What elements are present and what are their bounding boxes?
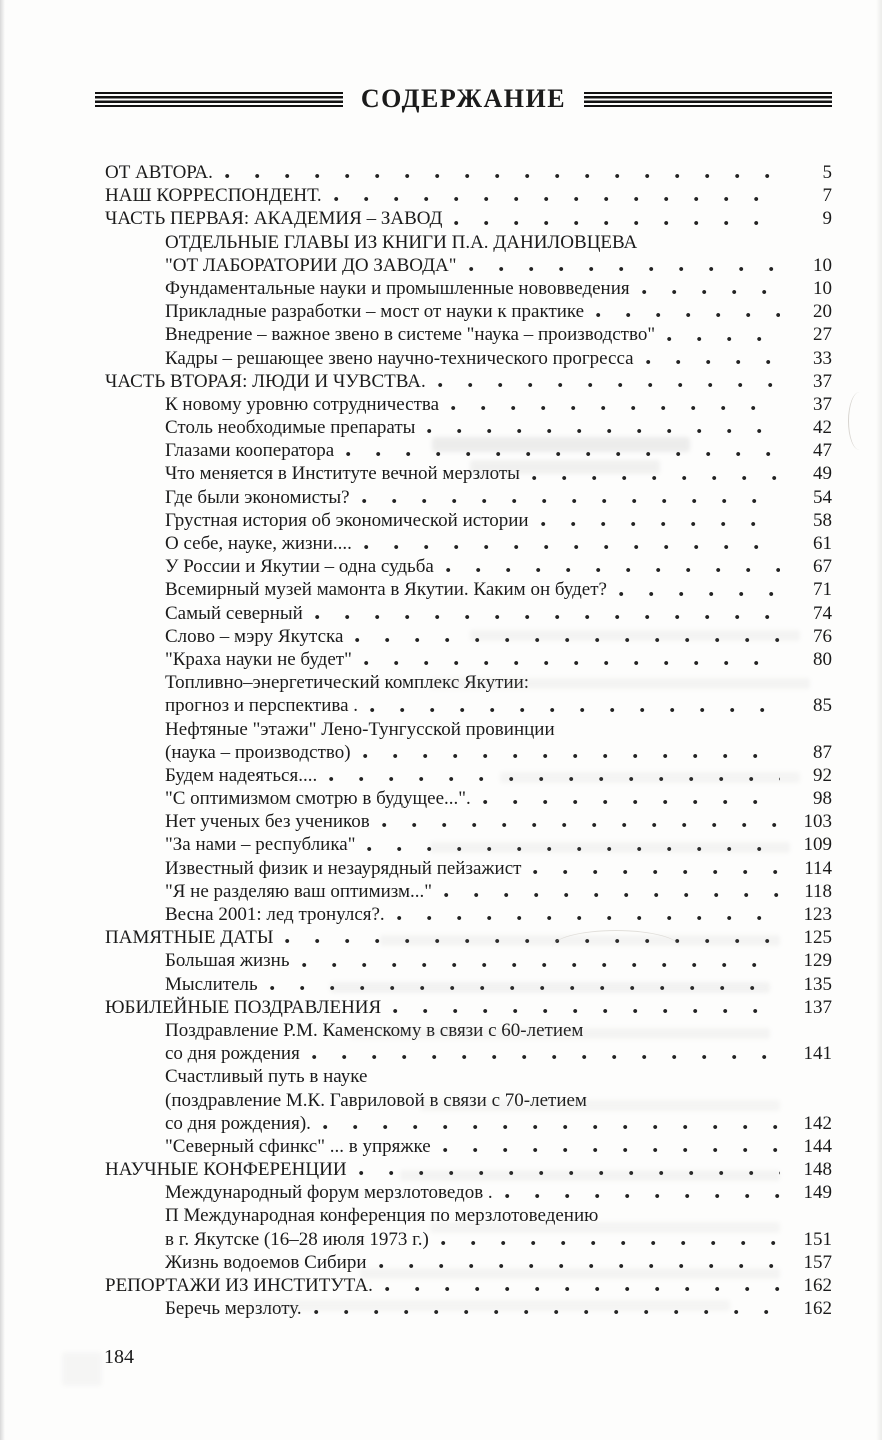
toc-entry-title: Поздравление Р.М. Каменскому в связи с 60-летием [165, 1019, 584, 1041]
toc-entry-title: Грустная история об экономической истории [165, 509, 529, 531]
toc-entry-page: 148 [803, 1159, 832, 1181]
toc-entry-title: (поздравление М.К. Гавриловой в связи с 70-летием [165, 1089, 587, 1111]
toc-entry-title: Всемирный музей мамонта в Якутии. Каким он будет? [165, 579, 607, 601]
toc-entry-title: Международный форум мерзлотоведов . [165, 1182, 493, 1204]
dot-leader [302, 962, 781, 968]
toc-entry-title: Весна 2001: лед тронулся?. [165, 904, 385, 925]
dot-leader [370, 707, 780, 713]
toc-entry-page: 162 [803, 1275, 832, 1296]
toc-entry-title: Мыслитель [165, 973, 258, 995]
dot-leader [533, 869, 780, 875]
toc-entry-title: О себе, науке, жизни.... [165, 533, 352, 554]
toc-entry-page: 80 [813, 648, 832, 670]
toc-entry-page: 10 [813, 254, 832, 276]
toc-entry [105, 602, 832, 625]
bleedthrough-artifact [470, 460, 660, 474]
dot-leader [334, 196, 780, 202]
toc-entry-page: 87 [813, 741, 832, 763]
dot-leader [649, 243, 780, 249]
bleedthrough-artifact [430, 1222, 780, 1233]
toc-entry-title: "ОТ ЛАБОРАТОРИИ ДО ЗАВОДА" [165, 254, 457, 276]
toc-entry [105, 231, 832, 254]
dot-leader [444, 892, 780, 898]
dot-leader [596, 312, 780, 318]
toc-entry-page: 5 [822, 162, 832, 183]
toc-entry-title: со дня рождения [165, 1043, 300, 1065]
toc-entry-title: Что меняется в Институте вечной мерзлоты [165, 463, 520, 485]
bleedthrough-artifact [430, 842, 790, 853]
toc-entry-page: 92 [813, 764, 832, 786]
toc-entry-page: 33 [813, 347, 832, 369]
toc-entry [105, 718, 832, 741]
toc-entry-page: 98 [813, 788, 832, 810]
toc-entry-page: 85 [813, 695, 832, 717]
dot-leader [541, 521, 780, 527]
toc-entry-page: 10 [813, 277, 832, 299]
toc-entry [105, 370, 832, 393]
toc-entry-page: 9 [822, 208, 832, 230]
dot-leader [315, 614, 780, 620]
toc-entry [105, 323, 832, 346]
toc-entry-title: Счастливый путь в науке [165, 1066, 368, 1088]
dot-leader [362, 498, 780, 504]
dot-leader [441, 1240, 780, 1246]
dot-leader [393, 1008, 780, 1014]
toc-entry-title: Где были экономисты? [165, 486, 350, 508]
toc-entry-title: Слово – мэру Якутска [165, 625, 344, 647]
scan-edge-shadow-right [876, 0, 882, 1440]
toc-entry-page: 103 [803, 811, 832, 833]
toc-entry-page: 37 [813, 393, 832, 415]
toc-entry-title: НАУЧНЫЕ КОНФЕРЕНЦИИ [105, 1159, 347, 1181]
toc-entry-title: У России и Якутии – одна судьба [165, 556, 434, 578]
toc-entry-page: 137 [803, 996, 832, 1018]
toc-entry-page: 157 [803, 1251, 832, 1273]
toc-entry-page: 151 [803, 1228, 832, 1250]
toc-entry [105, 810, 832, 833]
toc-entry-title: "Северный сфинкс" ... в упряжке [165, 1135, 431, 1157]
toc-entry [105, 254, 832, 277]
toc-entry-title: "За нами – республика" [165, 834, 356, 856]
toc-entry-page: 118 [804, 880, 832, 902]
dot-leader [438, 382, 780, 388]
toc-entry [105, 1181, 832, 1204]
dot-leader [451, 405, 780, 411]
toc-entry [105, 277, 832, 300]
toc-entry [105, 578, 832, 601]
dot-leader [667, 336, 780, 342]
toc-entry-page: 109 [803, 834, 832, 856]
toc-entry-title: со дня рождения). [165, 1112, 311, 1134]
toc-entry-title: "Я не разделяю ваш оптимизм..." [165, 880, 433, 902]
dot-leader [385, 1286, 780, 1292]
dot-leader [567, 730, 780, 736]
crease-artifact [848, 392, 871, 450]
toc-entry-title: "С оптимизмом смотрю в будущее...". [165, 788, 471, 810]
toc-entry-page: 144 [803, 1135, 832, 1157]
page-header [95, 84, 832, 114]
toc-entry-page: 67 [813, 556, 832, 578]
toc-entry-title: в г. Якутске (16–28 июля 1973 г.) [165, 1228, 429, 1250]
toc-entry-page: 58 [813, 509, 832, 531]
toc-entry-page: 49 [813, 463, 832, 485]
toc-entry [105, 347, 832, 370]
dot-leader [469, 266, 780, 272]
toc-entry-page: 142 [803, 1112, 832, 1134]
toc-entry [105, 532, 832, 555]
toc-entry-page: 149 [803, 1182, 832, 1204]
toc-entry-title: Известный физик и незаурядный пейзажист [165, 857, 522, 879]
toc-entry-page: 42 [813, 417, 832, 439]
toc-entry-page: 54 [813, 486, 832, 508]
toc-entry [105, 1135, 832, 1158]
toc-entry-title: Топливно–энергетический комплекс Якутии: [165, 672, 530, 694]
toc-entry-title: Фундаментальные науки и промышленные нововведения [165, 277, 630, 299]
toc-entry-page: 74 [813, 602, 832, 624]
toc-entry-page: 61 [813, 533, 832, 554]
dot-leader [364, 660, 780, 666]
toc-list [105, 161, 832, 1320]
dot-leader [454, 220, 780, 226]
toc-entry-title: Самый северный [165, 602, 303, 624]
bleedthrough-artifact [360, 1268, 780, 1279]
toc-entry-title: Нет ученых без учеников [165, 811, 370, 833]
bleedthrough-artifact [430, 678, 810, 689]
toc-entry-title: Столь необходимые препараты [165, 417, 416, 439]
toc-entry [105, 161, 832, 184]
toc-entry-page: 7 [822, 185, 832, 207]
toc-entry-title: ЮБИЛЕЙНЫЕ ПОЗДРАВЛЕНИЯ [105, 996, 382, 1018]
toc-entry-page: 135 [803, 973, 832, 995]
toc-entry-title: прогноз и перспектива . [165, 695, 359, 717]
toc-entry [105, 486, 832, 509]
toc-entry [105, 1112, 832, 1135]
toc-entry-title: (наука – производство) [165, 741, 351, 763]
dot-leader [646, 359, 780, 365]
dot-leader [379, 1078, 780, 1084]
toc-entry [105, 509, 832, 532]
smudge-artifact [62, 1352, 102, 1386]
dot-leader [346, 451, 780, 457]
toc-entry-page: 20 [813, 301, 832, 323]
toc-entry-page: 129 [803, 950, 832, 972]
toc-entry-page: 27 [813, 324, 832, 346]
toc-entry-page: 141 [803, 1043, 832, 1065]
toc-entry-page: 47 [813, 440, 832, 462]
dot-leader [642, 289, 780, 295]
dot-leader [483, 799, 780, 805]
toc-entry-title: К новому уровню сотрудничества [165, 393, 440, 415]
toc-entry-title: Будем надеяться.... [165, 764, 318, 786]
dot-leader [312, 1054, 780, 1060]
toc-entry-title: Большая жизнь [165, 950, 290, 972]
crease-artifact [552, 930, 680, 965]
dot-leader [323, 1124, 780, 1130]
toc-entry [105, 694, 832, 717]
toc-entry-page: 114 [804, 857, 832, 879]
toc-entry [105, 300, 832, 323]
toc-entry-page: 162 [803, 1298, 832, 1320]
toc-entry-title: РЕПОРТАЖИ ИЗ ИНСТИТУТА. [105, 1275, 373, 1296]
toc-entry [105, 1042, 832, 1065]
toc-entry [105, 184, 832, 207]
dot-leader [443, 1147, 780, 1153]
toc-entry-page: 71 [813, 579, 832, 601]
dot-leader [382, 822, 780, 828]
header-rule-right [584, 92, 832, 107]
page-title: СОДЕРЖАНИЕ [360, 84, 567, 113]
toc-entry [105, 393, 832, 416]
dot-leader [225, 173, 780, 179]
toc-entry-title: Жизнь водоемов Сибири [165, 1251, 367, 1273]
toc-entry-title: П Международная конференция по мерзлотоведению [165, 1205, 599, 1227]
toc-entry-title: ПАМЯТНЫЕ ДАТЫ [105, 927, 274, 949]
scan-edge-shadow-left [0, 0, 5, 1440]
toc-entry-title: Нефтяные "этажи" Лено-Тунгусской провинции [165, 718, 555, 740]
toc-entry-page: 76 [813, 625, 832, 647]
bleedthrough-artifact [250, 1300, 730, 1311]
dot-leader [619, 591, 780, 597]
toc-entry [105, 857, 832, 880]
toc-entry [105, 787, 832, 810]
page-number: 184 [104, 1346, 134, 1368]
header-rule-left [95, 92, 343, 107]
bleedthrough-artifact [350, 1028, 770, 1039]
toc-entry-page: 125 [803, 927, 832, 949]
toc-entry-title: Прикладные разработки – мост от науки к практике [165, 301, 585, 323]
bleedthrough-artifact [420, 1100, 780, 1111]
toc-entry-title: ЧАСТЬ ВТОРАЯ: ЛЮДИ И ЧУВСТВА. [105, 370, 426, 392]
bleedthrough-artifact [470, 630, 800, 641]
toc-entry-page: 123 [803, 904, 832, 925]
toc-entry-title: ЧАСТЬ ПЕРВАЯ: АКАДЕМИЯ – ЗАВОД [105, 208, 443, 230]
toc-entry-title: ОТДЕЛЬНЫЕ ГЛАВЫ ИЗ КНИГИ П.А. ДАНИЛОВЦЕВА [165, 231, 638, 253]
toc-entry-title: НАШ КОРРЕСПОНДЕНТ. [105, 185, 322, 207]
bleedthrough-artifact [432, 437, 690, 452]
toc-entry-title: Внедрение – важное звено в системе "наука – производство" [165, 324, 656, 346]
bleedthrough-artifact [500, 772, 800, 783]
dot-leader [364, 544, 780, 550]
toc-entry [105, 648, 832, 671]
dot-leader [363, 753, 780, 759]
dot-leader [446, 567, 780, 573]
toc-entry [105, 416, 832, 439]
dot-leader [397, 915, 780, 921]
toc-entry [105, 462, 832, 485]
toc-entry-title: Кадры – решающее звено научно-технического прогресса [165, 347, 634, 369]
toc-entry [105, 1065, 832, 1088]
toc-entry-page: 37 [813, 370, 832, 392]
toc-entry-title: Глазами кооператора [165, 440, 335, 462]
dot-leader [532, 475, 780, 481]
toc-entry [105, 903, 832, 926]
toc-entry-title: "Краха науки не будет" [165, 648, 352, 670]
dot-leader [427, 428, 780, 434]
toc-entry [105, 741, 832, 764]
bleedthrough-artifact [330, 982, 770, 993]
bleedthrough-artifact [400, 1170, 780, 1181]
toc-entry-title: Беречь мерзлоту. [165, 1298, 302, 1320]
toc-entry [105, 207, 832, 230]
toc-entry [105, 996, 832, 1019]
toc-entry-title: ОТ АВТОРА. [105, 162, 213, 183]
dot-leader [505, 1193, 780, 1199]
toc-entry [105, 555, 832, 578]
toc-entry [105, 949, 832, 972]
toc-entry [105, 880, 832, 903]
